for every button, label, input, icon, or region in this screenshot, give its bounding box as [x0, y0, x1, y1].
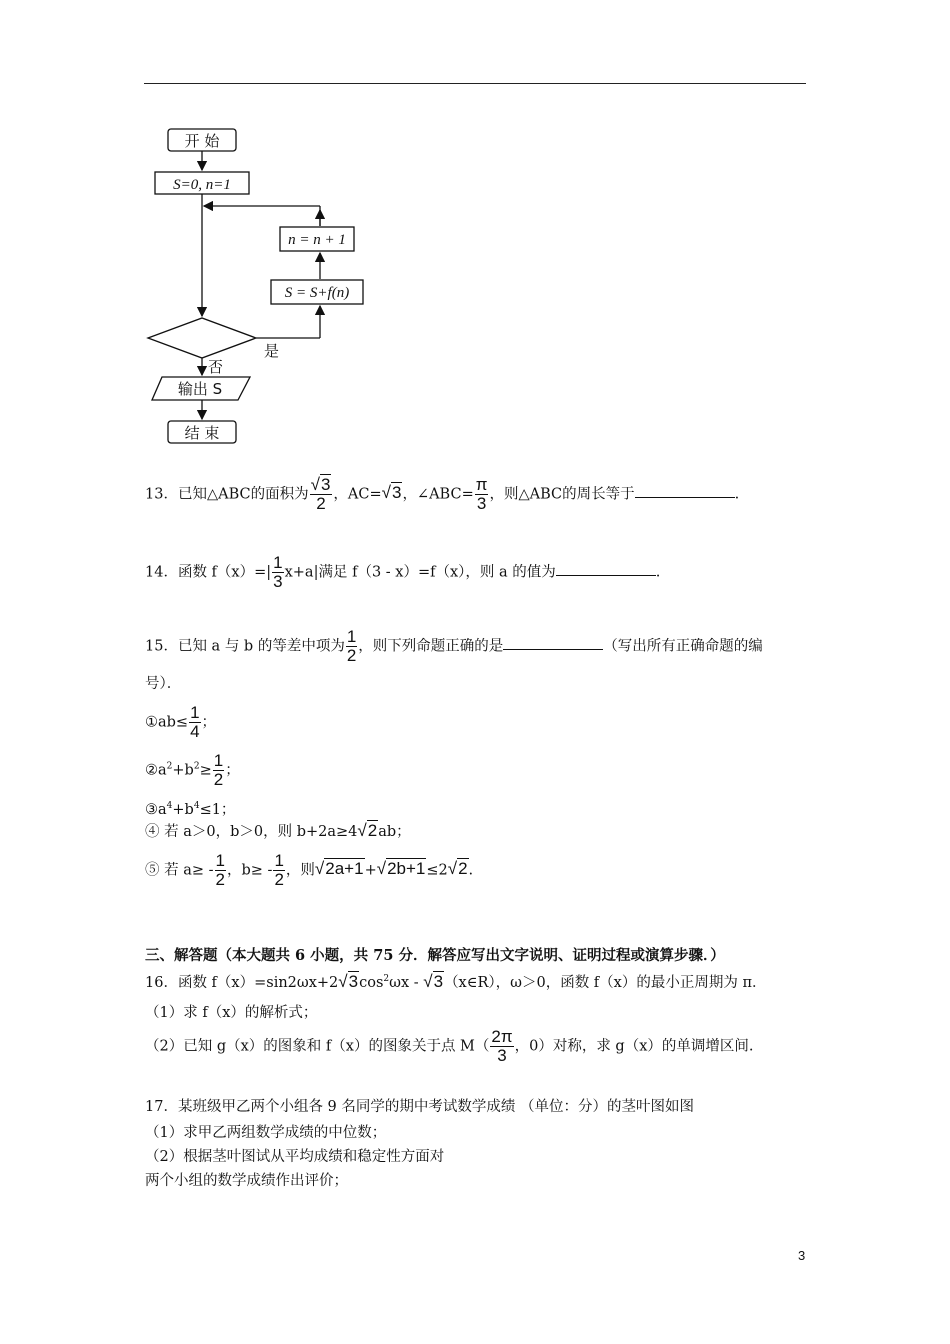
output-label: 输出 S	[177, 380, 223, 398]
option-3: $③a^4+b^4\le 1$；	[145, 801, 236, 818]
question-13: 13．已知△ABC的面积为 $\frac{√3}{2}$ ，AC=√3，∠ABC= $\frac{\pi}{3}$ ，则△ABC的周长等于 .	[145, 475, 740, 513]
fraction: $\frac{√3}{2}$	[310, 475, 331, 513]
option-4: ④ 若 a＞0，b＞0，则 b+2a≥4√2ab；	[145, 821, 411, 840]
answer-blank	[635, 483, 735, 498]
option-2: $②a^2+b^2\ge$ $\frac{1}{2}$ ；	[145, 751, 240, 789]
end-label: 结 束	[184, 424, 220, 442]
option-5: ⑤ 若 a≥ - $\frac{1}{2}$ ，b≥ - $\frac{1}{2}$ ，则√2a+1+√2b+1≤2√2.	[145, 851, 474, 889]
question-16-part-2: （2）已知 g（x）的图象和 f（x）的图象关于点 M（ $\frac{2\pi}{3}$ ，0）对称，求 g（x）的单调增区间.	[145, 1027, 754, 1065]
header-rule	[144, 83, 806, 84]
section-heading: 三、解答题（本大题共 6 小题，共 75 分．解答应写出文字说明、证明过程或演算步骤．）	[145, 947, 725, 964]
question-17-part-1: （1）求甲乙两组数学成绩的中位数；	[145, 1125, 387, 1141]
question-16-part-1: （1）求 f（x）的解析式；	[145, 1005, 318, 1021]
question-15-cont: 号）．	[145, 676, 182, 692]
option-1: ①ab≤ $\frac{1}{4}$ ；	[145, 703, 217, 741]
start-label: 开 始	[184, 132, 220, 150]
decision-diamond	[148, 318, 256, 358]
question-15: 15．已知 a 与 b 的等差中项为 $\frac{1}{2}$ ，则下列命题正确的是 （写出所有正确命题的编	[145, 627, 763, 665]
answer-blank	[503, 635, 603, 650]
page-number: 3	[798, 1248, 806, 1263]
init-label: S=0, n=1	[173, 177, 231, 193]
increment-label: n = n + 1	[288, 232, 346, 248]
question-17-part-2: （2）根据茎叶图试从平均成绩和稳定性方面对	[145, 1149, 445, 1165]
flowchart	[140, 120, 380, 450]
question-17: 17．某班级甲乙两个小组各 9 名同学的期中考试数学成绩 （单位：分）的茎叶图如图	[145, 1099, 695, 1115]
question-16: 16．函数 $f(x)=\sin 2\omega x+2√3\cos^2\omega x$ - √3（x∈R），ω＞0，函数 f（x）的最小正周期为 π．	[145, 972, 767, 991]
answer-blank	[556, 561, 656, 576]
yes-label: 是	[264, 342, 280, 360]
question-14: 14．函数 f（x）=| $\frac{1}{3}$ x+a|满足 f（3 - x）=f（x），则 a 的值为 .	[145, 553, 661, 591]
no-label: 否	[208, 358, 224, 376]
question-17-part-2-cont: 两个小组的数学成绩作出评价；	[145, 1173, 348, 1189]
update-label: S = S+f(n)	[284, 285, 350, 301]
